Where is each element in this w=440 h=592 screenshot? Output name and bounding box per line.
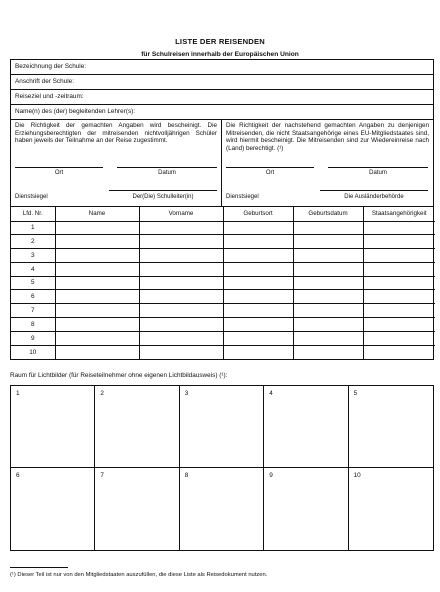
firstname-cell[interactable] <box>139 249 223 263</box>
birthdate-cell[interactable] <box>293 331 363 345</box>
table-row <box>11 345 435 359</box>
row-number: 8 <box>11 318 55 332</box>
footnote-rule <box>10 567 68 568</box>
nationality-cell[interactable] <box>363 318 435 332</box>
birthplace-cell[interactable] <box>223 318 293 332</box>
table-row <box>11 304 435 318</box>
authority-certification <box>222 120 433 206</box>
photo-grid <box>10 385 434 551</box>
photo-cell-number: 1 <box>16 390 20 397</box>
photo-cell-number: 9 <box>269 472 273 479</box>
birthdate-cell[interactable] <box>293 249 363 263</box>
school-name-label: Bezeichnung der Schule: <box>15 63 87 70</box>
column-header-birthplace: Geburtsort <box>223 207 293 221</box>
birthplace-cell[interactable] <box>223 276 293 290</box>
row-number: 7 <box>11 304 55 318</box>
photo-cell-number: 4 <box>269 390 273 397</box>
firstname-cell[interactable] <box>139 345 223 359</box>
row-number: 4 <box>11 262 55 276</box>
firstname-cell[interactable] <box>139 276 223 290</box>
firstname-cell[interactable] <box>139 304 223 318</box>
table-row <box>11 276 435 290</box>
nationality-cell[interactable] <box>363 221 435 235</box>
nationality-cell[interactable] <box>363 345 435 359</box>
nationality-cell[interactable] <box>363 235 435 249</box>
authority-signature-line[interactable] <box>320 190 428 191</box>
school-address-field[interactable] <box>11 75 433 90</box>
school-address-label: Anschrift der Schule: <box>15 78 74 85</box>
firstname-cell[interactable] <box>139 331 223 345</box>
document-title: LISTE DER REISENDEN <box>175 37 265 46</box>
photo-cell-number: 2 <box>100 390 104 397</box>
birthplace-cell[interactable] <box>223 235 293 249</box>
school-certification-text: Die Richtigkeit der gemachten Angaben wird bescheinigt. Die Erziehungsberechtigten der mitreisenden nichtvolljährigen Schüler haben jeweils der Teilnahme an der Reise zugestimmt. <box>15 122 217 145</box>
school-date-caption: Datum <box>158 170 176 176</box>
school-name-field[interactable] <box>11 60 433 75</box>
name-cell[interactable] <box>55 290 139 304</box>
row-number: 5 <box>11 276 55 290</box>
school-date-line[interactable] <box>117 167 217 168</box>
birthplace-cell[interactable] <box>223 331 293 345</box>
photo-cell-number: 5 <box>353 390 358 397</box>
birthplace-cell[interactable] <box>223 290 293 304</box>
table-header-row <box>11 207 435 221</box>
birthdate-cell[interactable] <box>293 304 363 318</box>
photo-cell-number: 6 <box>16 472 20 479</box>
column-header-firstname: Vorname <box>139 207 223 221</box>
table-row <box>11 235 435 249</box>
photo-cell[interactable] <box>180 386 264 468</box>
table-row <box>11 262 435 276</box>
nationality-cell[interactable] <box>363 276 435 290</box>
nationality-cell[interactable] <box>363 249 435 263</box>
name-cell[interactable] <box>55 235 139 249</box>
row-number: 6 <box>11 290 55 304</box>
column-header-name: Name <box>55 207 139 221</box>
birthplace-cell[interactable] <box>223 304 293 318</box>
table-row <box>11 331 435 345</box>
birthplace-cell[interactable] <box>223 262 293 276</box>
birthdate-cell[interactable] <box>293 235 363 249</box>
birthplace-cell[interactable] <box>223 221 293 235</box>
photo-cell[interactable] <box>11 386 95 468</box>
teachers-field[interactable] <box>11 105 433 120</box>
column-header-nationality: Staatsangehörigkeit <box>363 207 435 221</box>
row-number: 3 <box>11 249 55 263</box>
photo-cell[interactable] <box>95 386 179 468</box>
photo-cell[interactable] <box>264 386 348 468</box>
photo-cell[interactable] <box>11 468 95 550</box>
row-number: 2 <box>11 235 55 249</box>
authority-date-line[interactable] <box>328 167 428 168</box>
document-subtitle: für Schulreisen innerhalb der Europäischen Union <box>141 51 299 58</box>
column-header-number: Lfd. Nr. <box>11 207 55 221</box>
table-row <box>11 290 435 304</box>
school-place-line[interactable] <box>15 167 103 168</box>
authority-place-caption: Ort <box>265 170 275 176</box>
firstname-cell[interactable] <box>139 221 223 235</box>
row-number: 1 <box>11 221 55 235</box>
birthdate-cell[interactable] <box>293 318 363 332</box>
column-header-birthdate: Geburtsdatum <box>293 207 363 221</box>
name-cell[interactable] <box>55 249 139 263</box>
photo-cell[interactable] <box>349 386 433 468</box>
photo-cell-number: 8 <box>184 472 189 479</box>
birthdate-cell[interactable] <box>293 221 363 235</box>
birthdate-cell[interactable] <box>293 262 363 276</box>
row-number: 10 <box>11 345 55 359</box>
row-number: 9 <box>11 331 55 345</box>
authority-seal-caption: Dienstsiegel <box>226 194 259 200</box>
name-cell[interactable] <box>55 221 139 235</box>
school-seal-caption: Dienstsiegel <box>15 194 48 200</box>
birthplace-cell[interactable] <box>223 345 293 359</box>
school-certification <box>11 120 222 206</box>
table-row <box>11 249 435 263</box>
birthdate-cell[interactable] <box>293 290 363 304</box>
table-row <box>11 221 435 235</box>
photo-cell[interactable] <box>180 468 264 550</box>
name-cell[interactable] <box>55 304 139 318</box>
birthplace-cell[interactable] <box>223 249 293 263</box>
photo-area-label: Raum für Lichtbilder (für Reiseteilnehmer ohne eigenen Lichtbildausweis) (¹): <box>10 372 228 379</box>
birthdate-cell[interactable] <box>293 276 363 290</box>
name-cell[interactable] <box>55 331 139 345</box>
name-cell[interactable] <box>55 262 139 276</box>
certification-section <box>11 120 433 207</box>
birthdate-cell[interactable] <box>293 345 363 359</box>
authority-place-line[interactable] <box>226 167 314 168</box>
travel-form <box>10 59 434 360</box>
name-cell[interactable] <box>55 276 139 290</box>
authority-date-caption: Datum <box>369 170 387 176</box>
photo-cell[interactable] <box>95 468 179 550</box>
photo-cell-number: 10 <box>353 472 361 479</box>
nationality-cell[interactable] <box>363 262 435 276</box>
footnote: (¹) Dieser Teil ist nur von den Mitgliedstaaten auszufüllen, die diese Liste als Reisedokument nutzen. <box>10 572 268 578</box>
nationality-cell[interactable] <box>363 304 435 318</box>
firstname-cell[interactable] <box>139 290 223 304</box>
destination-field[interactable] <box>11 90 433 105</box>
photo-cell[interactable] <box>264 468 348 550</box>
name-cell[interactable] <box>55 345 139 359</box>
table-row <box>11 318 435 332</box>
nationality-cell[interactable] <box>363 290 435 304</box>
authority-certification-text: Die Richtigkeit der nachstehend gemachten Angaben zu denjenigen Mitreisenden, die nicht Staatsangehörige eines EU-Mitgliedstaates sind, wird hiermit bescheinigt. Die Mitreisenden sind zur Wiedereinreise nach (Land) berechtigt. (¹) <box>226 122 429 152</box>
firstname-cell[interactable] <box>139 262 223 276</box>
destination-label: Reiseziel und -zeitraum: <box>15 93 84 100</box>
travellers-table <box>11 207 435 359</box>
nationality-cell[interactable] <box>363 331 435 345</box>
name-cell[interactable] <box>55 318 139 332</box>
authority-caption: Die Ausländerbehörde <box>344 194 404 200</box>
photo-cell-number: 7 <box>100 472 104 479</box>
photo-cell-number: 3 <box>184 390 189 397</box>
principal-caption: Der(Die) Schulleiter(in) <box>132 194 194 200</box>
school-place-caption: Ort <box>54 170 64 176</box>
principal-signature-line[interactable] <box>109 190 217 191</box>
photo-cell[interactable] <box>349 468 433 550</box>
firstname-cell[interactable] <box>139 235 223 249</box>
teachers-label: Name(n) des (der) begleitenden Lehrer(s): <box>15 108 136 115</box>
firstname-cell[interactable] <box>139 318 223 332</box>
